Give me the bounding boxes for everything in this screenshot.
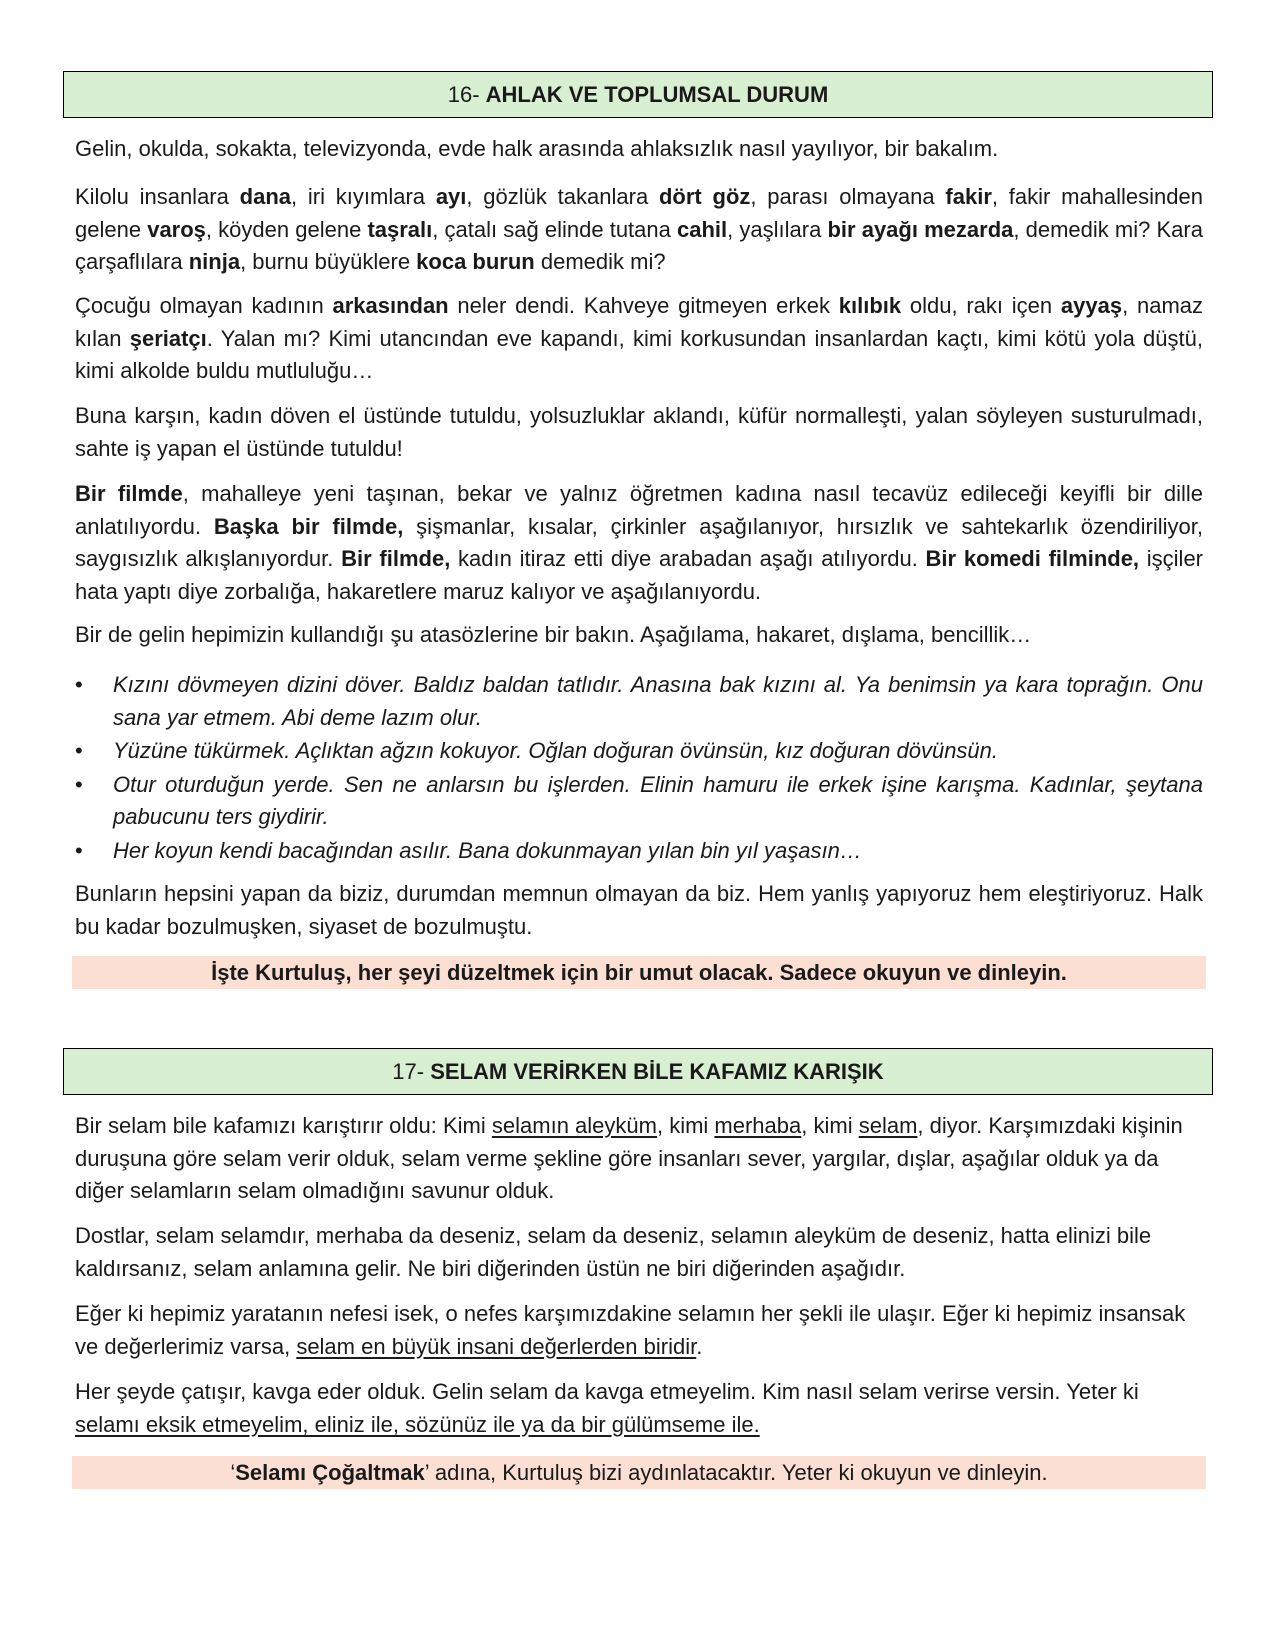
list-item: • Her koyun kendi bacağından asılır. Bana dokunmayan yılan bin yıl yaşasın… [75, 835, 1203, 868]
bullet-icon: • [75, 672, 83, 697]
s17-callout: ‘Selamı Çoğaltmak’ adına, Kurtuluş bizi aydınlatacaktır. Yeter ki okuyun ve dinleyin. [72, 1456, 1206, 1489]
s17-paragraph-4: Her şeyde çatışır, kavga eder olduk. Gelin selam da kavga etmeyelim. Kim nasıl selam verirse versin. Yeter ki selamı eksik etmeyelim, eliniz ile, sözünüz ile ya da bir gülümseme ile. [75, 1379, 1139, 1437]
s16-paragraph-6: Bir de gelin hepimizin kullandığı şu atasözlerine bir bakın. Aşağılama, hakaret, dışlama, bencillik… [75, 622, 1032, 647]
s16-paragraph-5: Bir filmde, mahalleye yeni taşınan, bekar ve yalnız öğretmen kadına nasıl tecavüz edileceği keyifli bir dille anlatılıyordu. Başka bir filmde, şişmanlar, kısalar, çirkinler aşağılanıyor, hırsızlık ve sahtekarlık özendiriliyor, saygısızlık alkışlanıyordur. Bir filmde, kadın itiraz etti diye arabadan aşağı atılıyordu. Bir komedi filminde, işçiler hata yaptı diye zorbalığa, hakaretlere maruz kalıyor ve aşağılanıyordu. [75, 481, 1204, 604]
list-item: • Kızını dövmeyen dizini döver. Baldız baldan tatlıdır. Anasına bak kızını al. Ya benimsin ya kara toprağın. Onu sana yar etmem. Abi deme lazım olur. [75, 669, 1203, 734]
section-17-title: SELAM VERİRKEN BİLE KAFAMIZ KARIŞIK [430, 1059, 884, 1084]
section-17-number: 17- [392, 1059, 431, 1084]
section-17-header [63, 1048, 1213, 1095]
s17-paragraph-2: Dostlar, selam selamdır, merhaba da deseniz, selam da deseniz, selamın aleyküm de deseniz, hatta elinizi bile kaldırsanız, selam anlamına gelir. Ne biri diğerinden üstün ne biri diğerinden aşağıdır. [75, 1223, 1152, 1281]
section-16-header [63, 71, 1213, 118]
section-16-number: 16- [447, 82, 486, 107]
list-item: • Otur oturduğun yerde. Sen ne anlarsın bu işlerden. Elinin hamuru ile erkek işine karışma. Kadınlar, şeytana pabucunu ters giydirir. [75, 769, 1203, 834]
s16-paragraph-1: Gelin, okulda, sokakta, televizyonda, evde halk arasında ahlaksızlık nasıl yayılıyor, bir bakalım. [75, 136, 999, 161]
s16-paragraph-2: Kilolu insanlara dana, iri kıyımlara ayı, gözlük takanlara dört göz, parası olmayana fakir, fakir mahallesinden gelene varoş, köyden gelene taşralı, çatalı sağ elinde tutana cahil, yaşlılara bir ayağı mezarda, demedik mi? Kara çarşaflılara ninja, burnu büyüklere koca burun demedik mi? [75, 184, 1204, 274]
bullet-icon: • [75, 837, 83, 863]
bullet-icon: • [75, 771, 83, 797]
proverb-list [75, 669, 1203, 868]
section-16-title: AHLAK VE TOPLUMSAL DURUM [485, 82, 829, 107]
s17-paragraph-1: Bir selam bile kafamızı karıştırır oldu: Kimi selamın aleyküm, kimi merhaba, kimi selam, diyor. Karşımızdaki kişinin duruşuna göre selam verir olduk, selam verme şekline göre insanları sever, yargılar, dışlar, aşağılar olduk ya da diğer selamların selam olmadığını savunur olduk. [75, 1113, 1183, 1203]
s16-paragraph-4: Buna karşın, kadın döven el üstünde tutuldu, yolsuzluklar aklandı, küfür normalleşti, yalan söyleyen susturulmadı, sahte iş yapan el üstünde tutuldu! [75, 403, 1203, 461]
s16-paragraph-7: Bunların hepsini yapan da biziz, durumdan memnun olmayan da biz. Hem yanlış yapıyoruz hem eleştiriyoruz. Halk bu kadar bozulmuşken, siyaset de bozulmuştu. [75, 881, 1203, 939]
list-item: • Yüzüne tükürmek. Açlıktan ağzın kokuyor. Oğlan doğuran övünsün, kız doğuran dövünsün. [75, 735, 1203, 768]
s17-paragraph-3: Eğer ki hepimiz yaratanın nefesi isek, o nefes karşımızdakine selamın her şekli ile ulaşır. Eğer ki hepimiz insansak ve değerlerimiz varsa, selam en büyük insani değerlerden biridir. [75, 1301, 1186, 1359]
s16-callout: İşte Kurtuluş, her şeyi düzeltmek için bir umut olacak. Sadece okuyun ve dinleyin. [72, 956, 1206, 989]
s16-paragraph-3: Çocuğu olmayan kadının arkasından neler dendi. Kahveye gitmeyen erkek kılıbık oldu, rakı içen ayyaş, namaz kılan şeriatçı. Yalan mı? Kimi utancından eve kapandı, kimi korkusundan insanlardan kaçtı, kimi kötü yola düştü, kimi alkolde buldu mutluluğu… [75, 293, 1204, 383]
bullet-icon: • [75, 738, 83, 763]
